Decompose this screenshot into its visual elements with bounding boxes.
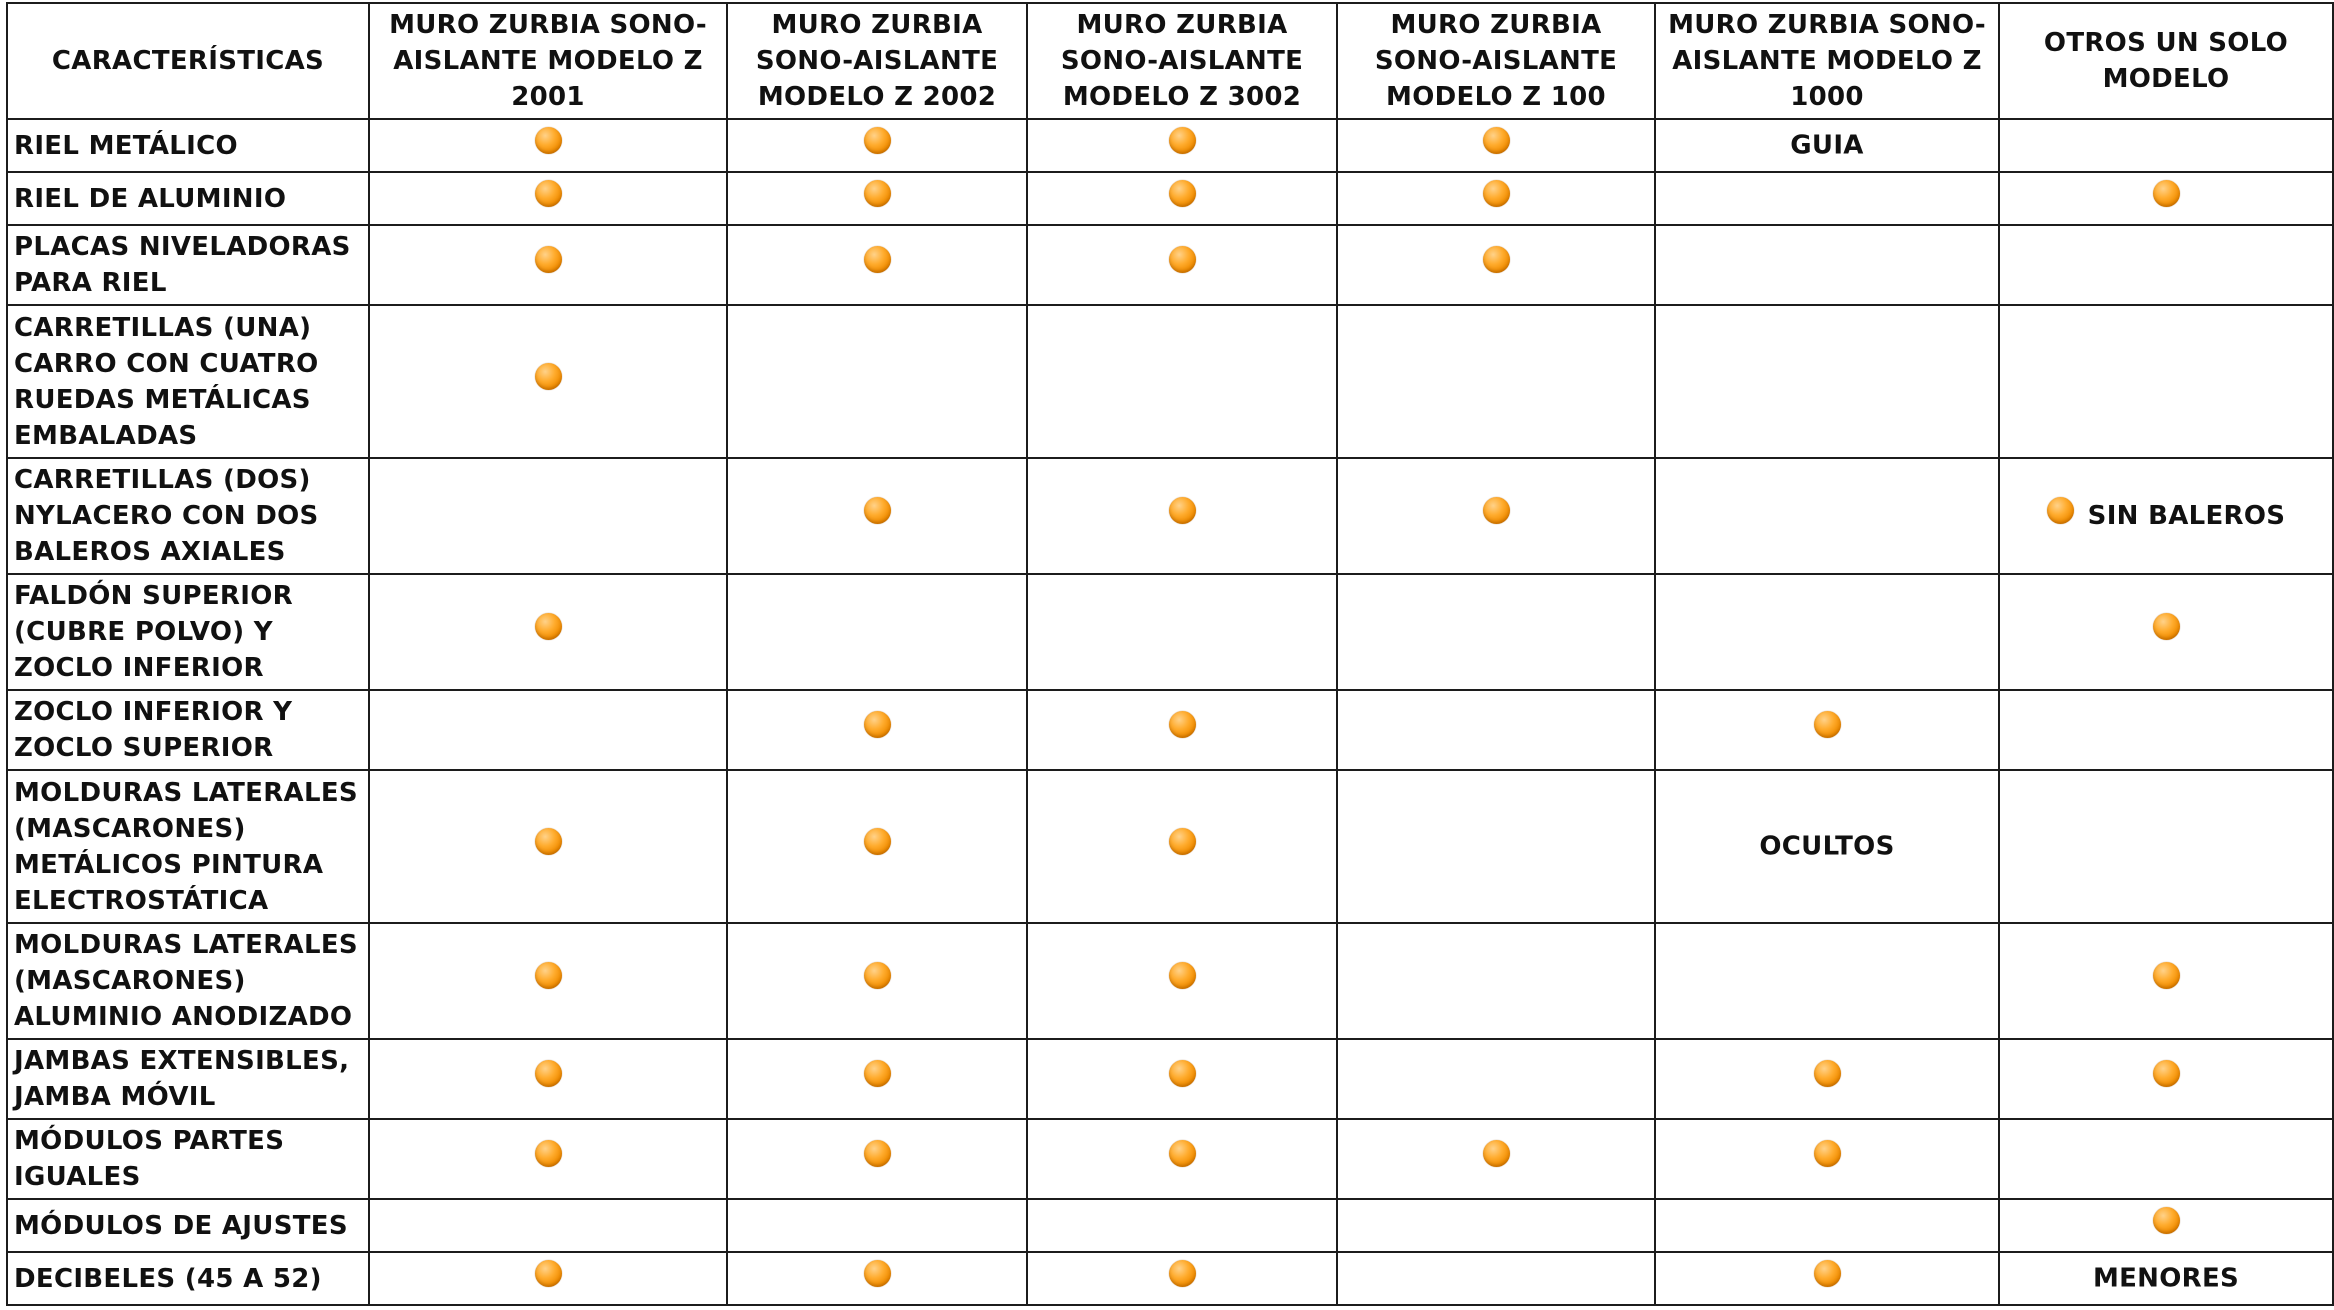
orange-dot-icon	[2153, 180, 2180, 207]
table-cell	[1655, 690, 1999, 770]
table-cell	[1655, 458, 1999, 574]
orange-dot-icon	[1483, 497, 1510, 524]
table-cell	[1027, 770, 1337, 923]
cell-text: MENORES	[2092, 1263, 2240, 1294]
table-cell	[727, 1039, 1027, 1119]
orange-dot-icon	[864, 1060, 891, 1087]
row-label: MÓDULOS DE AJUSTES	[7, 1199, 369, 1252]
table-cell	[1999, 305, 2333, 458]
row-label: DECIBELES (45 A 52)	[7, 1252, 369, 1305]
row-label: ZOCLO INFERIOR Y ZOCLO SUPERIOR	[7, 690, 369, 770]
table-cell	[727, 770, 1027, 923]
orange-dot-icon	[1483, 1140, 1510, 1167]
table-cell	[727, 458, 1027, 574]
table-cell	[1999, 1199, 2333, 1252]
cell-text: OCULTOS	[1759, 831, 1895, 862]
orange-dot-icon	[535, 1140, 562, 1167]
orange-dot-icon	[1483, 246, 1510, 273]
table-cell	[369, 1199, 727, 1252]
header-model-z1000: MURO ZURBIA SONO-AISLANTE MODELO Z 1000	[1655, 3, 1999, 119]
row-label: PLACAS NIVELADORAS PARA RIEL	[7, 225, 369, 305]
table-cell	[1337, 574, 1655, 690]
table-cell	[1655, 119, 1999, 172]
table-cell	[1655, 172, 1999, 225]
table-cell	[1999, 172, 2333, 225]
table-cell	[1027, 1252, 1337, 1305]
table-row	[7, 770, 2333, 923]
header-model-z2002: MURO ZURBIA SONO-AISLANTE MODELO Z 2002	[727, 3, 1027, 119]
table-row	[7, 305, 2333, 458]
orange-dot-icon	[1483, 127, 1510, 154]
table-cell	[1027, 305, 1337, 458]
row-label: CARRETILLAS (UNA) CARRO CON CUATRO RUEDAS METÁLICAS EMBALADAS	[7, 305, 369, 458]
row-label: MOLDURAS LATERALES (MASCARONES) METÁLICOS PINTURA ELECTROSTÁTICA	[7, 770, 369, 923]
table-cell	[727, 119, 1027, 172]
table-cell	[1337, 770, 1655, 923]
table-row	[7, 1039, 2333, 1119]
table-cell	[1337, 923, 1655, 1039]
orange-dot-icon	[1169, 1260, 1196, 1287]
header-model-z2001: MURO ZURBIA SONO-AISLANTE MODELO Z 2001	[369, 3, 727, 119]
orange-dot-icon	[864, 962, 891, 989]
orange-dot-icon	[1169, 127, 1196, 154]
table-cell	[727, 225, 1027, 305]
header-model-z3002: MURO ZURBIA SONO-AISLANTE MODELO Z 3002	[1027, 3, 1337, 119]
table-row	[7, 1119, 2333, 1199]
orange-dot-icon	[1814, 1260, 1841, 1287]
table-cell	[369, 172, 727, 225]
cell-text: GUIA	[1790, 130, 1864, 161]
orange-dot-icon	[2153, 962, 2180, 989]
table-cell	[1999, 574, 2333, 690]
table-cell	[1999, 690, 2333, 770]
table-cell	[1337, 1119, 1655, 1199]
table-row	[7, 172, 2333, 225]
table-cell	[727, 305, 1027, 458]
table-row	[7, 690, 2333, 770]
orange-dot-icon	[2153, 1207, 2180, 1234]
orange-dot-icon	[1169, 1060, 1196, 1087]
orange-dot-icon	[864, 828, 891, 855]
table-cell	[1027, 690, 1337, 770]
table-cell	[1027, 923, 1337, 1039]
orange-dot-icon	[864, 711, 891, 738]
orange-dot-icon	[535, 613, 562, 640]
comparison-table-frame	[6, 2, 2334, 1306]
table-cell	[1027, 574, 1337, 690]
orange-dot-icon	[1169, 828, 1196, 855]
table-cell	[1337, 1252, 1655, 1305]
table-cell	[369, 1119, 727, 1199]
table-cell	[1027, 458, 1337, 574]
table-cell	[1655, 1252, 1999, 1305]
orange-dot-icon	[1169, 180, 1196, 207]
orange-dot-icon	[1483, 180, 1510, 207]
table-cell	[1655, 305, 1999, 458]
table-cell	[1999, 458, 2333, 574]
row-label: CARRETILLAS (DOS) NYLACERO CON DOS BALEROS AXIALES	[7, 458, 369, 574]
table-cell	[369, 1252, 727, 1305]
orange-dot-icon	[2153, 1060, 2180, 1087]
table-cell	[1655, 225, 1999, 305]
table-cell	[1337, 225, 1655, 305]
table-cell	[1337, 172, 1655, 225]
row-label: MÓDULOS PARTES IGUALES	[7, 1119, 369, 1199]
orange-dot-icon	[864, 497, 891, 524]
cell-text: SIN BALEROS	[2087, 501, 2286, 532]
table-cell	[369, 770, 727, 923]
table-row	[7, 458, 2333, 574]
table-cell	[1337, 1039, 1655, 1119]
table-cell	[1999, 1119, 2333, 1199]
orange-dot-icon	[1169, 1140, 1196, 1167]
table-cell	[1337, 1199, 1655, 1252]
table-cell	[727, 1199, 1027, 1252]
orange-dot-icon	[535, 127, 562, 154]
table-cell	[1337, 119, 1655, 172]
table-cell	[1655, 574, 1999, 690]
orange-dot-icon	[535, 180, 562, 207]
header-model-z100: MURO ZURBIA SONO-AISLANTE MODELO Z 100	[1337, 3, 1655, 119]
table-cell	[1027, 119, 1337, 172]
orange-dot-icon	[535, 828, 562, 855]
row-label: FALDÓN SUPERIOR (CUBRE POLVO) Y ZOCLO INFERIOR	[7, 574, 369, 690]
table-row	[7, 1252, 2333, 1305]
header-otros: OTROS UN SOLO MODELO	[1999, 3, 2333, 119]
table-cell	[369, 1039, 727, 1119]
comparison-table	[6, 2, 2334, 1306]
table-cell	[1337, 305, 1655, 458]
table-cell	[1337, 690, 1655, 770]
orange-dot-icon	[1169, 246, 1196, 273]
table-cell	[1999, 770, 2333, 923]
row-label: MOLDURAS LATERALES (MASCARONES) ALUMINIO ANODIZADO	[7, 923, 369, 1039]
table-cell	[369, 119, 727, 172]
table-cell	[369, 923, 727, 1039]
orange-dot-icon	[1169, 711, 1196, 738]
table-cell	[727, 1119, 1027, 1199]
table-row	[7, 1199, 2333, 1252]
table-cell	[727, 172, 1027, 225]
table-row	[7, 225, 2333, 305]
table-cell	[1027, 1039, 1337, 1119]
table-cell	[1027, 172, 1337, 225]
orange-dot-icon	[535, 246, 562, 273]
orange-dot-icon	[1814, 1060, 1841, 1087]
table-cell	[727, 1252, 1027, 1305]
orange-dot-icon	[2047, 497, 2074, 524]
row-label: RIEL DE ALUMINIO	[7, 172, 369, 225]
table-cell	[1337, 458, 1655, 574]
orange-dot-icon	[535, 1260, 562, 1287]
table-cell	[369, 574, 727, 690]
orange-dot-icon	[535, 1060, 562, 1087]
table-cell	[1655, 923, 1999, 1039]
table-row	[7, 923, 2333, 1039]
orange-dot-icon	[1814, 711, 1841, 738]
table-cell	[1027, 1199, 1337, 1252]
table-cell	[1999, 1039, 2333, 1119]
orange-dot-icon	[1169, 497, 1196, 524]
orange-dot-icon	[2153, 613, 2180, 640]
header-row	[7, 3, 2333, 119]
table-cell	[1027, 1119, 1337, 1199]
table-cell	[369, 690, 727, 770]
table-row	[7, 119, 2333, 172]
table-cell	[1999, 1252, 2333, 1305]
header-caracteristicas: CARACTERÍSTICAS	[7, 3, 369, 119]
orange-dot-icon	[864, 180, 891, 207]
row-label: RIEL METÁLICO	[7, 119, 369, 172]
table-cell	[727, 574, 1027, 690]
table-cell	[727, 923, 1027, 1039]
table-cell	[369, 225, 727, 305]
table-cell	[1655, 1199, 1999, 1252]
table-cell	[727, 690, 1027, 770]
table-cell	[1655, 770, 1999, 923]
orange-dot-icon	[864, 246, 891, 273]
orange-dot-icon	[864, 1140, 891, 1167]
table-cell	[369, 458, 727, 574]
orange-dot-icon	[864, 1260, 891, 1287]
orange-dot-icon	[535, 962, 562, 989]
orange-dot-icon	[864, 127, 891, 154]
table-cell	[1655, 1039, 1999, 1119]
table-cell	[1999, 923, 2333, 1039]
row-label: JAMBAS EXTENSIBLES, JAMBA MÓVIL	[7, 1039, 369, 1119]
table-cell	[1999, 119, 2333, 172]
table-row	[7, 574, 2333, 690]
orange-dot-icon	[1814, 1140, 1841, 1167]
table-cell	[1027, 225, 1337, 305]
orange-dot-icon	[1169, 962, 1196, 989]
orange-dot-icon	[535, 363, 562, 390]
table-cell	[369, 305, 727, 458]
table-cell	[1655, 1119, 1999, 1199]
table-cell	[1999, 225, 2333, 305]
